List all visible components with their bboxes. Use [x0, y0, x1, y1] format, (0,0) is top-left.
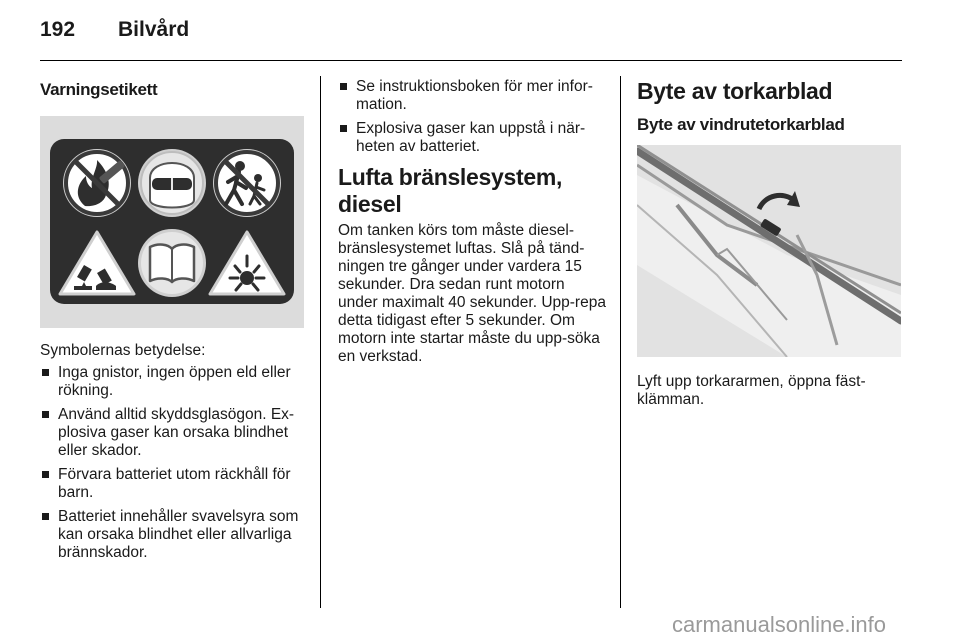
- list-item: Batteriet innehåller svavelsyra som kan orsaka blindhet eller allvarliga brännskador.: [40, 508, 306, 562]
- page-number: 192: [40, 18, 76, 41]
- no-fire-smoking-icon: [63, 149, 131, 217]
- watermark: carmanualsonline.info: [672, 612, 887, 637]
- bullet-square-icon: [340, 125, 347, 132]
- chapter-title: Bilvård: [118, 18, 190, 41]
- column-divider-2: [620, 76, 621, 608]
- bullet-square-icon: [42, 369, 49, 376]
- list-item: Explosiva gaser kan uppstå i när-heten av batteriet.: [338, 120, 606, 156]
- wiper-figure: [637, 145, 901, 357]
- warning-symbols-list: [40, 364, 306, 562]
- warning-label-intro: Symbolernas betydelse:: [40, 342, 206, 359]
- warning-symbols-list-continued: [338, 78, 606, 156]
- fuel-system-body: Om tanken körs tom måste diesel-bränslesystemet luftas. Slå på tänd-ningen tre gånger under vardera 15 sekunder. Dra sedan runt motorn under maximalt 40 sekunder. Upp-repa detta tidigast efter 5 sekunder. Om motorn inte startar måste du upp-söka en verkstad.: [338, 222, 606, 365]
- column-warning-label: [40, 74, 306, 568]
- header-rule: [40, 60, 902, 61]
- bullet-square-icon: [42, 411, 49, 418]
- column-wiper: [637, 74, 903, 409]
- keep-children-away-icon: [213, 149, 281, 217]
- bullet-square-icon: [340, 83, 347, 90]
- read-manual-icon: [138, 229, 206, 297]
- wiper-heading: Byte av torkarblad: [637, 78, 833, 104]
- list-item: Använd alltid skyddsglasögon. Ex-plosiva gaser kan orsaka blindhet eller skador.: [40, 406, 306, 460]
- list-item: Förvara batteriet utom räckhåll för barn.: [40, 466, 306, 502]
- list-item: Inga gnistor, ingen öppen eld eller rökning.: [40, 364, 306, 400]
- column-fuel-system: [338, 74, 606, 366]
- list-item: Se instruktionsboken för mer infor-mation.: [338, 78, 606, 114]
- fuel-system-heading: Lufta bränslesystem, diesel: [338, 164, 563, 217]
- warning-label-heading: Varningsetikett: [40, 80, 158, 99]
- column-divider-1: [320, 76, 321, 608]
- warning-label-figure: [40, 116, 304, 328]
- eye-protection-icon: [138, 149, 206, 217]
- wiper-caption: Lyft upp torkararmen, öppna fäst-klämman.: [637, 373, 866, 408]
- bullet-square-icon: [42, 513, 49, 520]
- bullet-square-icon: [42, 471, 49, 478]
- wiper-subheading: Byte av vindrutetorkarblad: [637, 115, 845, 134]
